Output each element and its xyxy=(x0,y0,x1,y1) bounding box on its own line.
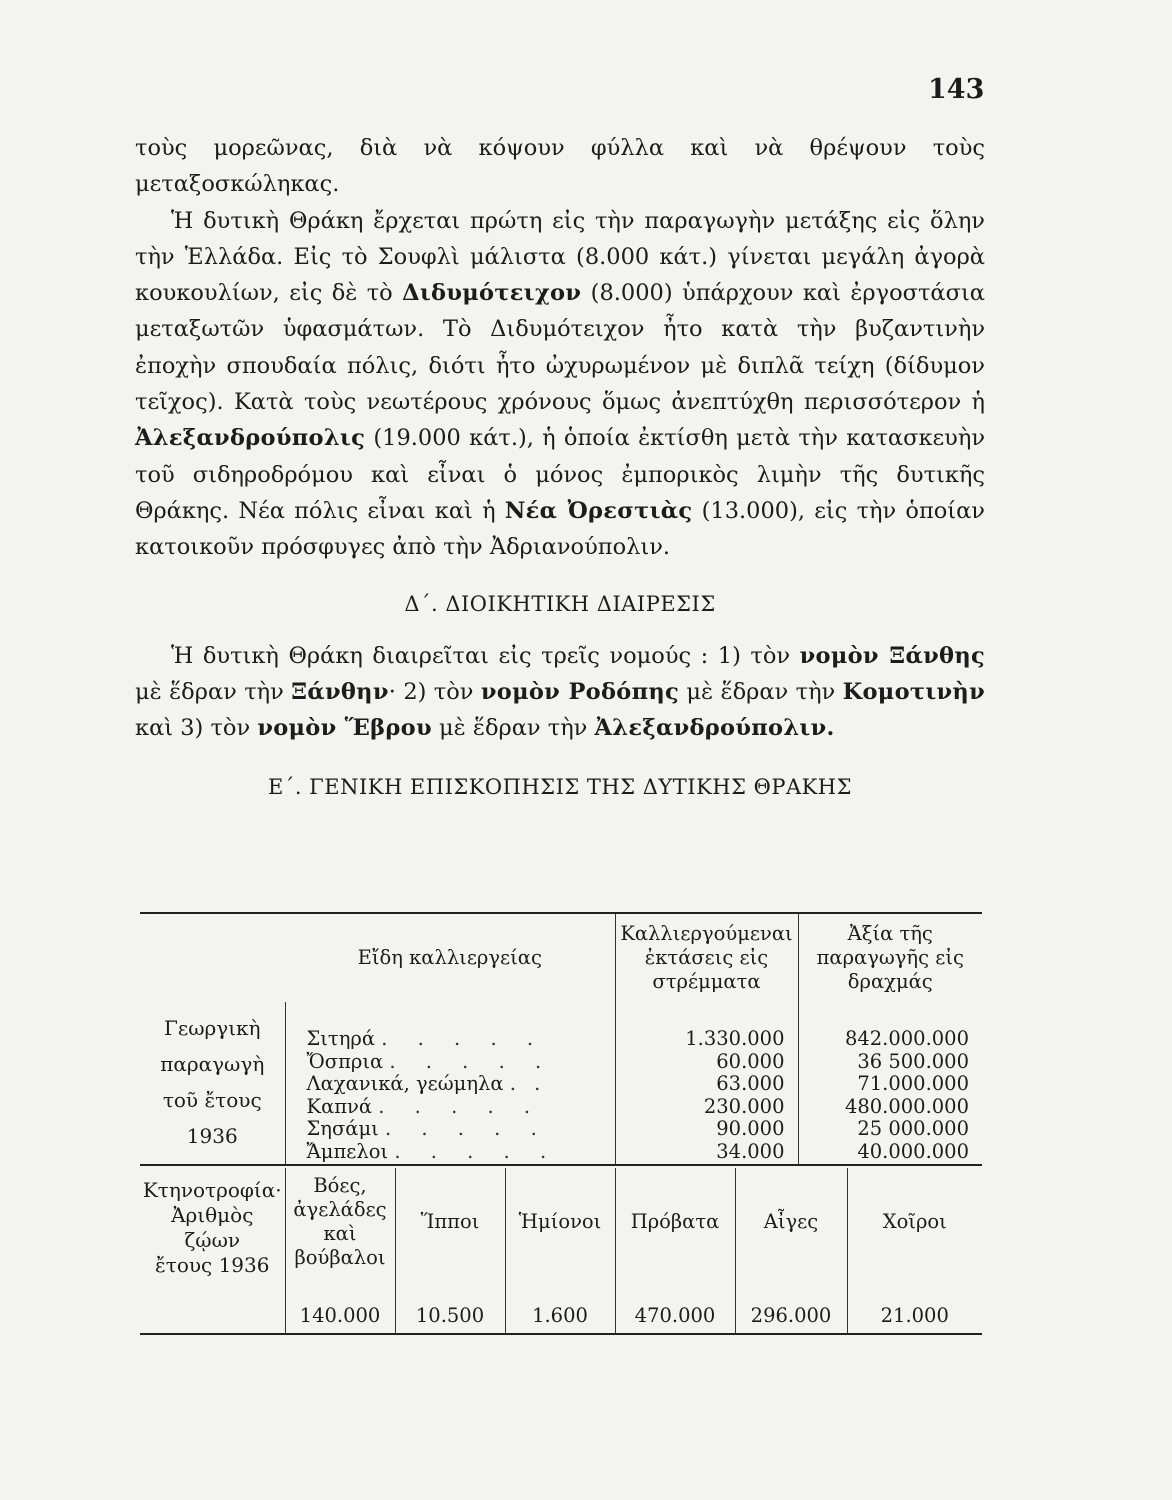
livestock-row-label xyxy=(140,1168,285,1334)
statistics-tables xyxy=(140,912,982,1335)
label-line: ἔτους 1936 xyxy=(155,1253,270,1277)
production-value: 71.000.000 xyxy=(857,1072,969,1095)
crop-name: Λαχανικά, γεώμηλα xyxy=(306,1072,504,1095)
header-empty xyxy=(140,913,285,1002)
header-pigs: Χοῖροι xyxy=(847,1168,982,1276)
text-span: μὲ ἕδραν τὴν xyxy=(679,679,843,706)
place-didymoteicho: Διδυμότειχον xyxy=(402,280,582,307)
leader-dots: . . xyxy=(509,1072,547,1095)
agriculture-header-row xyxy=(140,913,982,1002)
text-span: (13.000), εἰς τὴν ὁποίαν κατοικοῦν πρόσφυγες ἀπὸ τὴν Ἀδριανούπολιν. xyxy=(135,497,985,561)
area-value: 60.000 xyxy=(716,1049,785,1073)
crop-name: Σησάμι xyxy=(306,1117,379,1140)
crop-name: Καπνά xyxy=(306,1094,373,1118)
header-crops: Εἴδη καλλιεργείας xyxy=(357,946,542,969)
paragraph-prefectures xyxy=(135,638,985,747)
leader-dots: . . . . . xyxy=(378,1094,543,1118)
text-span: μὲ ἕδραν τὴν xyxy=(431,715,595,742)
area-column xyxy=(615,1002,798,1165)
area-value: 63.000 xyxy=(716,1072,785,1095)
seat-alexandroupoli: Ἀλεξανδρούπολιν. xyxy=(594,715,835,742)
label-line: 1936 xyxy=(186,1124,238,1148)
section-heading-administrative: Δ΄. ΔΙΟΙΚΗΤΙΚΗ ΔΙΑΙΡΕΣΙΣ xyxy=(404,591,716,616)
place-nea-orestiada: Νέα Ὀρεστιὰς xyxy=(504,497,693,524)
seat-xanthi: Ξάνθην xyxy=(291,679,389,706)
production-value: 36 500.000 xyxy=(857,1049,969,1073)
text-span: μὲ ἕδραν τὴν xyxy=(135,679,292,706)
crop-name: Ὄσπρια xyxy=(306,1049,384,1073)
text-span: καὶ 3) τὸν xyxy=(135,715,258,742)
label-line: Ἀριθμὸς xyxy=(171,1203,254,1227)
value-mules: 1.600 xyxy=(505,1276,615,1334)
production-value: 25 000.000 xyxy=(857,1117,969,1140)
header-horses: Ἵπποι xyxy=(395,1168,505,1276)
header-sheep: Πρόβατα xyxy=(615,1168,735,1276)
header-mules: Ἡμίονοι xyxy=(505,1168,615,1276)
main-text xyxy=(135,130,985,805)
page-number: 143 xyxy=(928,74,985,105)
crop-item xyxy=(287,1028,614,1051)
agriculture-body-row xyxy=(140,1002,982,1165)
text-span: (19.000 κάτ.), ἡ ὁποία ἐκτίσθη μετὰ τὴν κατασκευὴν τοῦ σιδηροδρόμου καὶ εἶναι ὁ μόνος ἐμπορικὸς λιμὴν τῆς δυτικῆς Θράκης. Νέα πόλις εἶναι καὶ ἡ xyxy=(135,425,985,524)
production-value: 480.000.000 xyxy=(844,1094,969,1118)
text-span: Ἡ δυτικὴ Θράκη διαιρεῖται εἰς τρεῖς νομούς : 1) τὸν xyxy=(171,642,800,669)
crop-item xyxy=(287,1073,614,1096)
prefecture-xanthi: νομὸν Ξάνθης xyxy=(799,642,985,669)
label-line: Κτηνοτροφία· xyxy=(142,1178,282,1202)
value-horses: 10.500 xyxy=(395,1276,505,1334)
place-alexandroupoli: Ἀλεξανδρούπολις xyxy=(135,425,366,452)
header-area: Καλλιεργούμεναι ἐκτάσεις εἰς στρέμματα xyxy=(615,913,798,1002)
agriculture-row-label xyxy=(140,1002,285,1165)
value-goats: 296.000 xyxy=(735,1276,847,1334)
agriculture-table xyxy=(140,912,982,1166)
leader-dots: . . . . . xyxy=(389,1049,554,1073)
production-value: 842.000.000 xyxy=(844,1027,969,1050)
crop-item xyxy=(287,1141,614,1164)
leader-dots: . . . . . xyxy=(394,1139,559,1163)
crop-item xyxy=(287,1051,614,1074)
value-pigs: 21.000 xyxy=(847,1276,982,1334)
label-line: τοῦ ἔτους xyxy=(162,1088,262,1112)
crop-item xyxy=(287,1096,614,1119)
area-value: 34.000 xyxy=(716,1139,785,1163)
label-line: ζῴων xyxy=(184,1228,241,1252)
leader-dots: . . . . . xyxy=(381,1027,546,1050)
value-column xyxy=(798,1002,982,1165)
area-value: 90.000 xyxy=(716,1117,785,1140)
label-line: παραγωγὴ xyxy=(160,1052,265,1076)
area-value: 230.000 xyxy=(703,1094,785,1118)
area-value: 1.330.000 xyxy=(685,1027,785,1050)
paragraph-silk-production xyxy=(135,203,985,566)
value-cattle: 140.000 xyxy=(285,1276,395,1334)
crop-name: Σιτηρά xyxy=(306,1027,376,1050)
header-cattle: Βόες, ἀγελάδες καὶ βούβαλοι xyxy=(285,1168,395,1276)
section-heading-overview: Ε΄. ΓΕΝΙΚΗ ΕΠΙΣΚΟΠΗΣΙΣ ΤΗΣ ΔΥΤΙΚΗΣ ΘΡΑΚΗΣ xyxy=(268,774,852,799)
label-line: Γεωργικὴ xyxy=(163,1016,261,1040)
livestock-row xyxy=(140,1168,982,1276)
header-goats: Αἶγες xyxy=(735,1168,847,1276)
value-sheep: 470.000 xyxy=(615,1276,735,1334)
crop-column xyxy=(285,1002,615,1165)
production-value: 40.000.000 xyxy=(857,1139,969,1163)
paragraph-silkworms: τοὺς μορεῶνας, διὰ νὰ κόψουν φύλλα καὶ νὰ θρέψουν τοὺς μεταξοσκώληκας. xyxy=(135,135,985,198)
text-span: · 2) τὸν xyxy=(388,679,481,706)
text-span: (8.000) ὑπάρχουν καὶ ἐργοστάσια μεταξωτῶν ὑφασμάτων. Τὸ Διδυμότειχον ἦτο κατὰ τὴν βυζαντινὴν ἐποχὴν σπουδαία πόλις, διότι ἦτο ὠχυρωμένον μὲ διπλᾶ τείχη (δίδυμον τεῖχος). Κατὰ τοὺς νεωτέρους χρόνους ὅμως ἀνεπτύχθη περισσότερον ἡ xyxy=(135,280,985,416)
header-value: Ἀξία τῆς παραγωγῆς εἰς δραχμάς xyxy=(798,913,982,1002)
livestock-table xyxy=(140,1168,982,1335)
seat-komotini: Κομοτινὴν xyxy=(842,679,985,706)
prefecture-rodopi: νομὸν Ροδόπης xyxy=(480,679,680,706)
prefecture-evros: νομὸν Ἕβρου xyxy=(257,715,432,742)
leader-dots: . . . . . xyxy=(384,1117,549,1140)
text-span: Ἡ δυτικὴ Θράκη ἔρχεται πρώτη εἰς τὴν παραγωγὴν μετάξης εἰς ὅλην τὴν Ἑλλάδα. Εἰς τὸ Σουφλὶ μάλιστα (8.000 κάτ.) γίνεται μεγάλη ἀγορὰ κουκουλίων, εἰς δὲ τὸ xyxy=(135,207,985,307)
crop-name: Ἄμπελοι xyxy=(306,1139,389,1163)
crop-item xyxy=(287,1118,614,1141)
